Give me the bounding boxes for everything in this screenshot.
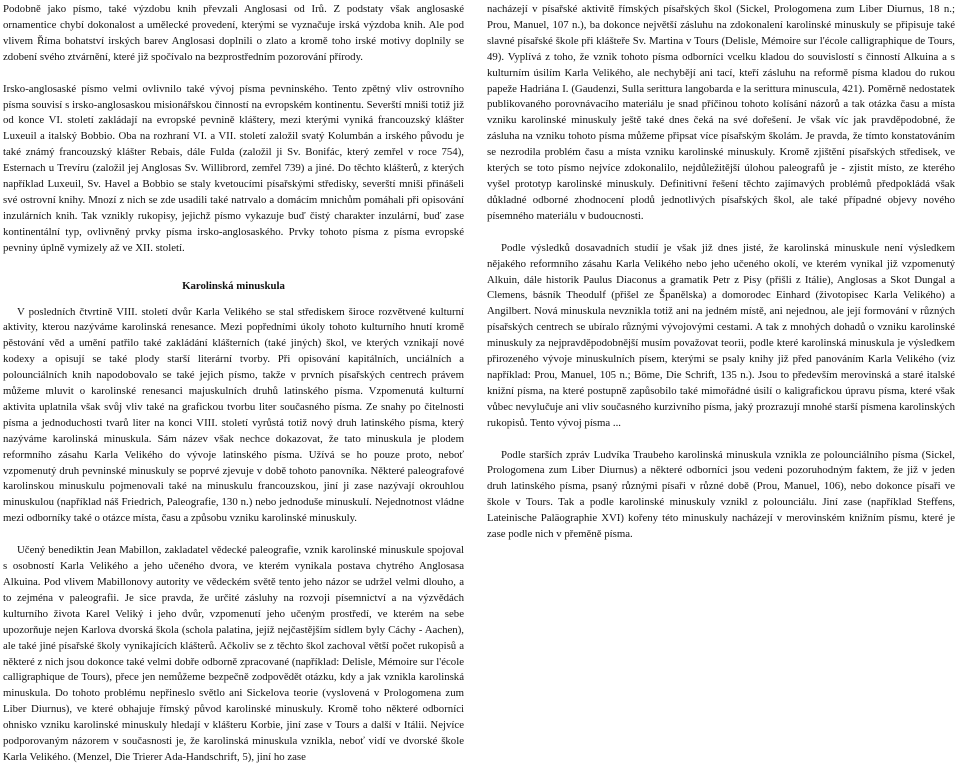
paragraph: nacházejí v písařské aktivitě římských písařských škol (Sickel, Prologomena zum Liber Diurnus, 18 n.; Prou, Manuel, 107 n.), ba dokonce největší zásluhu na zdokonalení karolinské minuskuly se připisuje také slavné písařské škole při klášteře Sv. Martina v Tours (Delisle, Mémoire sur l'école calligraphique de Tours, 49). Vyplívá z toho, že vznik tohoto písma odborníci vcelku kladou do souvislostí s činností Alkuina a s kulturním úsilím Karla Velikého, ale nechybějí ani tací, kteří zásluhu na reformě písma kladou do rukou papeže Hadriána I. (Gaudenzi, Sulla serittura langobarda e la serittura minuscula, 421). Poměrně nedostatek publikovaného porovnávacího materiálu je snad příčinou tohoto kolísání názorů a tak otázka času a místa vzniku karolinské minuskuly ještě také dnes čeká na své dořešení. Je však víc jak pravděpodobné, že zásluha na vzniku tohoto písma můžeme připsat více písařským školám. Je pravda, že tímto konstatováním se nezrodila problém času a místa vzniku karolinské minuskuly. Kromě zjištění písařských středisek, ve kterých se toto písmo nejvíce zdokonalilo, nejdůležitější úlohou paleografů je - zjistit místo, ze kterého vyšel prototyp karolinské minuskuly. Definitivní řešení těchto zajímavých problémů předpokládá však důkladné odborné zhodnocení plodů jednotlivých písařských škol, ale také případné objevy nového písemného materiálu v budoucnosti. <box>487 3 955 222</box>
paragraph: Podle starších zpráv Ludvíka Traubeho karolinská minuskula vznikla ze polounciálního písma (Sickel, Prologomena zum Liber Diurnus) a některé odborníci jsou vedeni pozoruhodným faktem, že již v jeden druh latinského písma, psaný různými písaři v různé době (Prou, Manuel, 106), nebo dokonce písaři ve škole v Tours. Tak a podle karolinské minuskuly vznikl z polounciálu. Jiní zase (například Steffens, Lateinische Paläographie XVI) kořeny této minuskuly nacházejí v merovinském knižním písmu, které je zase podle nich v přeměně písma. <box>487 448 955 541</box>
right-column <box>487 2 955 543</box>
paragraph: Učený benediktin Jean Mabillon, zakladatel vědecké paleografie, vznik karolinské minuskule spojoval s osobností Karla Velikého a jeho učeného dvora, ve kterém vynikala postava chytrého Anglosasa Alkuina. Pod vlivem Mabillonovy autority ve vědeckém světě tento jeho názor se udržel velmi dlouho, a to zejména v paleografii. Je sice pravda, že určité zásluhy na rozvoji písemnictví a na výzvědách kulturního života Karel Veliký i jeho dvůr, vzpomenutí jeho učeným prostředí, ve kterém na sebe upozorňuje nejen Karlova dvorská škola (schola palatina, jejíž nejčastějším sídlem byly Cáchy - Aachen), ale také jiné písařské školy vynikajících klášterů. Ačkoliv se z těchto škol zachoval větší počet rukopisů a některé z nich jsou dokonce také velmi dobře odborně zpracované (například: Delisle, Mémoire sur l'école calligraphique de Tours), přece jen nemůžeme bezpečně zodpovědět otázku, kdy a jak vznikla karolinská minuskula. Do tohoto problému nepřineslo světlo ani Sickelova teorie (vyslovená v Prologomena zum Liber Diurnus), ve které obhajuje římský původ karolinské minuskuly. Kromě toho některé odborníci ohnisko vzniku karolinské minuskuly hledají v klášteru Korbie, jiní zase v Tours a další v Itálii. Nejvíce podporovaným názorem v současnosti je, že karolinská minuskula vznikla, neboť vidí ve dvorské škole Karla Velikého. (Menzel, Die Trierer Ada-Handschrift, 5), jiní ho zase <box>3 544 464 763</box>
paragraph: Podle výsledků dosavadních studií je však již dnes jisté, že karolinská minuskule není výsledkem nějakého reformního zásahu Karla Velikého nebo jeho učeného okolí, ve kterém vynikal již vzpomenutý Alkuin, dále historik Paulus Diaconus a gramatik Petr z Pisy (přišli z Itálie), Anglosas a Skot Dungal a Clemens, básník Theodulf (přišel ze Španělska) a domorodec Einhard (životopisec Karla Velikého) a Angilbert. Nová minuskula nevznikla totiž ani na jedném místě, ani nejednou, ale její formování v různých písařských centrech se ubíralo různými vývojovými cestami. A tak z mnohých dohadů o vzniku karolinské minuskuly za nejpravděpodobnější musím považovat teorii, podle které karolinská minuskula je výsledkem přirozeného vývoje minuskulních písem, kterými se psaly knihy již před panováním Karla Velikého (viz například: Prou, Manuel, 105 n.; Böme, Die Schrift, 135 n.). Jsou to především merovinská a staré italské knižní písma, na které postupně zapůsobilo také mimořádné úsilí o kaligrafickou úpravu písma, které však vůbec nevylučuje ani vliv současného kurzivního písma, jaký prozrazují mnohé starší písmena karolinských rukopisů. Tento vývoj písma ... <box>487 241 955 429</box>
paragraph: Podobně jako písmo, také výzdobu knih převzali Anglosasi od Irů. Z podstaty však anglosaské ornamentice chybí dokonalost a umělecké provedení, kterými se vyznačuje irská výzdoba knih. Ale pod vlivem Říma bohatství irských barev Anglosasi doplnili o zlato a kromě toho irské motivy doplnily se zdobení svého ztvárnění, které již spočívalo na bezprostředním pozorování přírody. <box>3 3 464 63</box>
paragraph: Irsko-anglosaské písmo velmi ovlivnilo také vývoj písma pevninského. Tento zpětný vliv ostrovního písma souvisí s irsko-anglosaskou misionářskou činností na evropském kontinentu. Severští mniši totiž již od konce VI. století zakládají na evropské pevnině kláštery, mezi kterými vyniká francouzský klášter Luxeuil a italský Bobbio. Oba na rozhraní VI. a VII. století založil svatý Kolumbán a irského původu je také známý francouzský klášter Rebais, dále Fulda (založil ji Sv. Bonifác, který zemřel v roce 754), Esternach u Trevíru (založil jej Anglosas Sv. Willibrord, zemřel 739) a jiné. Do těchto klášterů, z kterých například Luxeuil, Sv. Havel a Bobbio se staly kvetoucími písařskými středisky, severští mniši přinášeli své ostrovní knihy. Mnozí z nich se zde usadili také natrvalo a domácím mnichům pomáhali při opisování inzulárních knih. Tak vznikly rukopisy, jejichž písmo vykazuje buď čistý charakter inzulární, buď zase kontinentální typ, ovlivněný prvky písma irsko-anglosaského. Prvky tohoto písma z písma evropské pevniny úplně vymizely až ve XII. století. <box>3 82 464 254</box>
section-heading: Karolinská minuskula <box>182 279 285 292</box>
left-column <box>3 2 464 766</box>
paragraph: V posledních čtvrtině VIII. století dvůr Karla Velikého se stal střediskem široce rozvětvené kulturní aktivity, kterou nazýváme karolinská renesance. Mezi popředními úkoly tohoto kulturního hnutí kromě pěstování věd a umění patřilo také zakládání klášterních (také jiných) škol, ve kterých vznikají nové kodexy a opisují se také plody starší literární tvorby. Při opisování kapitálních, unciálních a polounciálních knih napodobovalo se také jejich písmo, takže v prvních písařských centrech právem můžeme mluvit o karolinské renesanci majuskulních druhů latinského písma. Vzpomenutá kulturní aktivita uplatnila však svůj vliv také na grafickou tvorbu liter současného písma. Ze snahy po čitelnosti písma a jednoduchosti tvarů liter na konci VIII. století vyrůstá totiž nový druh latinského písma, který nazýváme karolinská minuskula. Sám název však nechce dokazovat, že tato minuskula je plodem reformního zásahu Karla Velikého do vývoje latinského písma. Užívá se ho pouze proto, neboť vzpomenutý druh pevninské minuskuly se poprvé zjevuje v době tohoto panovníka. Některé paleografové karolinskou minuskulu pojmenovali také na minuskulu francouzskou, jiní ji zase nazývají okrouhlou minuskulou (například náš Friedrich, Paleografie, 130 n.) nebo jednoduše minuskulí. Nejednotnost vládne mezi odborníky také o otázce místa, času a způsobu vzniku karolinské minuskuly. <box>3 305 464 525</box>
